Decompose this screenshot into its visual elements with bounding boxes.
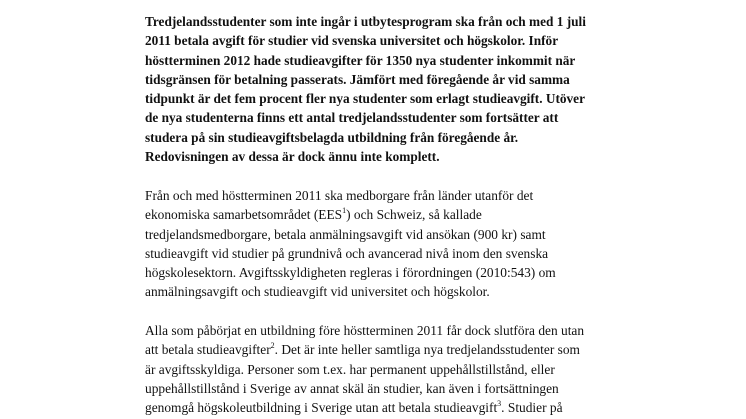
text-line: är avgiftsskyldiga. Personer som t.ex. har permanent uppehållstillstånd, eller (145, 361, 555, 377)
text-line (145, 398, 615, 417)
text-line: 2011 betala avgift för studier vid svenska universitet och högskolor. Inför (145, 33, 559, 49)
intro-paragraph (145, 12, 615, 166)
text-line: Från och med höstterminen 2011 ska medborgare från länder utanför det (145, 188, 534, 203)
text-line: anmälningsavgift och studieavgift vid universitet och högskolor. (145, 284, 490, 300)
body-paragraph-fees (145, 186, 615, 302)
text-line: Tredjelandsstudenter som inte ingår i utbytesprogram ska från och med 1 juli (145, 14, 586, 29)
text-line: studera på sin studieavgiftsbelagda utbildning från föregående år. (145, 129, 519, 145)
text-line: tidsgränsen för betalning passerats. Jämfört med föregående år vid samma (145, 71, 570, 87)
text-segment: ) och Schweiz, så kallade (346, 207, 482, 223)
text-line: Alla som påbörjat en utbildning före höstterminen 2011 får dock slutföra den utan (145, 323, 585, 338)
text-line: tredjelandsmedborgare, betala anmälningsavgift vid ansökan (900 kr) samt (145, 226, 546, 242)
text-segment: . Studier på (501, 400, 563, 416)
footnote-ref-2: 2 (270, 340, 275, 350)
text-line (145, 340, 615, 359)
body-paragraph-exemptions (145, 321, 615, 417)
text-line: uppehållstillstånd i Sverige av annat skäl än studier, kan även i fortsättningen (145, 380, 559, 396)
text-segment: att betala studieavgifter (145, 342, 271, 358)
text-segment: . Det är inte heller samtliga nya tredjelandsstudenter som (274, 342, 580, 358)
text-line: högskolesektorn. Avgiftsskyldigheten regleras i förordningen (2010:543) om (145, 265, 556, 281)
text-line: Redovisningen av dessa är dock ännu inte komplett. (145, 149, 440, 165)
footnote-ref-1: 1 (342, 205, 347, 215)
text-line: de nya studenterna finns ett antal tredjelandsstudenter som fortsätter att (145, 110, 559, 126)
text-line: höstterminen 2012 hade studieavgifter för 1350 nya studenter inkommit när (145, 52, 576, 68)
text-line (145, 205, 615, 224)
text-line: tidpunkt är det fem procent fler nya studenter som erlagt studieavgift. Utöver (145, 91, 585, 107)
text-line: studieavgift vid studier på grundnivå och avancerad nivå inom den svenska (145, 245, 549, 261)
text-segment: genomgå högskoleutbildning i Sverige utan att betala studieavgift (145, 400, 498, 416)
text-segment: ekonomiska samarbetsområdet (EES (145, 207, 343, 223)
footnote-ref-3: 3 (497, 398, 502, 408)
